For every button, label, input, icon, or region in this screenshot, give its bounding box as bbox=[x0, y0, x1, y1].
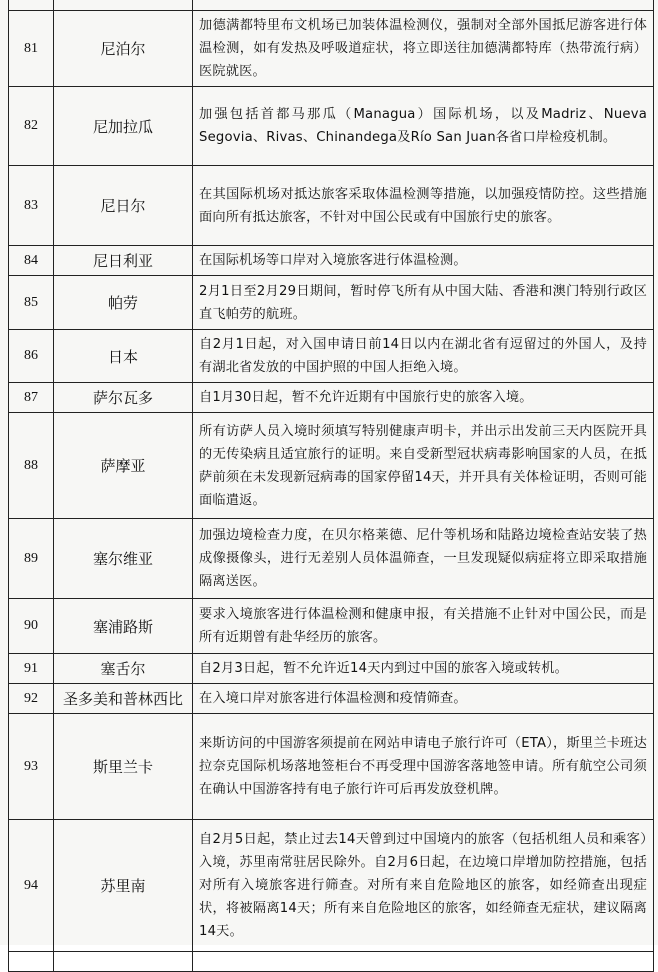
country-measures-table bbox=[8, 0, 654, 972]
row-country: 苏里南 bbox=[54, 820, 193, 952]
row-number: 83 bbox=[9, 166, 54, 246]
row-country: 日本 bbox=[54, 330, 193, 383]
row-country: 圣多美和普林西比 bbox=[54, 684, 193, 714]
row-country: 斯里兰卡 bbox=[54, 714, 193, 820]
row-number: 85 bbox=[9, 276, 54, 330]
row-measure bbox=[193, 0, 654, 11]
table-row bbox=[9, 11, 654, 87]
row-measure: 自1月30日起，暂不允许近期有中国旅行史的旅客入境。 bbox=[193, 383, 654, 413]
row-measure: 所有访萨人员入境时须填写特别健康声明卡，并出示出发前三天内医院开具的无传染病且适宜旅行的证明。来自受新型冠状病毒影响国家的人员，在抵萨前须在未发现新冠病毒的国家停留14天，并开具有关体检证明，否则可能面临遣返。 bbox=[193, 413, 654, 519]
row-country: 塞尔维亚 bbox=[54, 519, 193, 599]
row-country: 塞舌尔 bbox=[54, 654, 193, 684]
row-measure: 加强包括首都马那瓜（Managua）国际机场，以及Madriz、Nueva Segovia、Rivas、Chinandega及Río San Juan各省口岸检疫机制。 bbox=[193, 87, 654, 166]
row-measure: 在入境口岸对旅客进行体温检测和疫情筛查。 bbox=[193, 684, 654, 714]
row-number: 81 bbox=[9, 11, 54, 87]
row-measure: 自2月1日起，对入国申请日前14日以内在湖北省有逗留过的外国人，及持有湖北省发放的中国护照的中国人拒绝入境。 bbox=[193, 330, 654, 383]
row-country: 尼日尔 bbox=[54, 166, 193, 246]
row-number: 84 bbox=[9, 246, 54, 276]
row-measure: 要求入境旅客进行体温检测和健康申报，有关措施不止针对中国公民，而是所有近期曾有赴华经历的旅客。 bbox=[193, 599, 654, 654]
row-measure: 自2月3日起，暂不允许近14天内到过中国的旅客入境或转机。 bbox=[193, 654, 654, 684]
row-number: 90 bbox=[9, 599, 54, 654]
table-row bbox=[9, 599, 654, 654]
row-country: 萨摩亚 bbox=[54, 413, 193, 519]
row-country: 尼泊尔 bbox=[54, 11, 193, 87]
row-number: 92 bbox=[9, 684, 54, 714]
row-measure bbox=[193, 952, 654, 972]
row-country: 尼加拉瓜 bbox=[54, 87, 193, 166]
row-country bbox=[54, 952, 193, 972]
row-number: 89 bbox=[9, 519, 54, 599]
table-row bbox=[9, 820, 654, 952]
table-row bbox=[9, 383, 654, 413]
row-number: 94 bbox=[9, 820, 54, 952]
row-number bbox=[9, 0, 54, 11]
table-row bbox=[9, 519, 654, 599]
table-row bbox=[9, 166, 654, 246]
table-row bbox=[9, 276, 654, 330]
row-measure: 加德满都特里布文机场已加装体温检测仪，强制对全部外国抵尼游客进行体温检测，如有发热及呼吸道症状，将立即送往加德满都特库（热带流行病）医院就医。 bbox=[193, 11, 654, 87]
row-number: 86 bbox=[9, 330, 54, 383]
row-number: 91 bbox=[9, 654, 54, 684]
row-number: 93 bbox=[9, 714, 54, 820]
row-measure: 在其国际机场对抵达旅客采取体温检测等措施，以加强疫情防控。这些措施面向所有抵达旅客，不针对中国公民或有中国旅行史的旅客。 bbox=[193, 166, 654, 246]
row-country: 萨尔瓦多 bbox=[54, 383, 193, 413]
row-country: 尼日利亚 bbox=[54, 246, 193, 276]
table-row bbox=[9, 87, 654, 166]
table-row bbox=[9, 413, 654, 519]
row-number: 82 bbox=[9, 87, 54, 166]
row-country bbox=[54, 0, 193, 11]
row-measure: 来斯访问的中国游客须提前在网站申请电子旅行许可（ETA），斯里兰卡班达拉奈克国际机场落地签柜台不再受理中国游客落地签申请。所有航空公司须在确认中国游客持有电子旅行许可后再发放登机牌。 bbox=[193, 714, 654, 820]
row-number: 88 bbox=[9, 413, 54, 519]
row-measure: 自2月5日起，禁止过去14天曾到过中国境内的旅客（包括机组人员和乘客）入境，苏里南常驻居民除外。自2月6日起，在边境口岸增加防控措施，包括对所有入境旅客进行筛查。对所有来自危险地区的旅客，如经筛查出现症状，将被隔离14天；所有来自危险地区的旅客，如经筛查无症状，建议隔离14天。 bbox=[193, 820, 654, 952]
table-row bbox=[9, 654, 654, 684]
table-row bbox=[9, 714, 654, 820]
row-number bbox=[9, 952, 54, 972]
row-measure: 2月1日至2月29日期间，暂时停飞所有从中国大陆、香港和澳门特别行政区直飞帕劳的航班。 bbox=[193, 276, 654, 330]
row-country: 塞浦路斯 bbox=[54, 599, 193, 654]
table-row bbox=[9, 684, 654, 714]
table-row bbox=[9, 330, 654, 383]
table-row bbox=[9, 952, 654, 972]
row-measure: 加强边境检查力度，在贝尔格莱德、尼什等机场和陆路边境检查站安装了热成像摄像头，进行无差别人员体温筛查，一旦发现疑似病症将立即采取措施隔离送医。 bbox=[193, 519, 654, 599]
row-number: 87 bbox=[9, 383, 54, 413]
row-measure: 在国际机场等口岸对入境旅客进行体温检测。 bbox=[193, 246, 654, 276]
row-country: 帕劳 bbox=[54, 276, 193, 330]
table-row bbox=[9, 0, 654, 11]
table-row bbox=[9, 246, 654, 276]
